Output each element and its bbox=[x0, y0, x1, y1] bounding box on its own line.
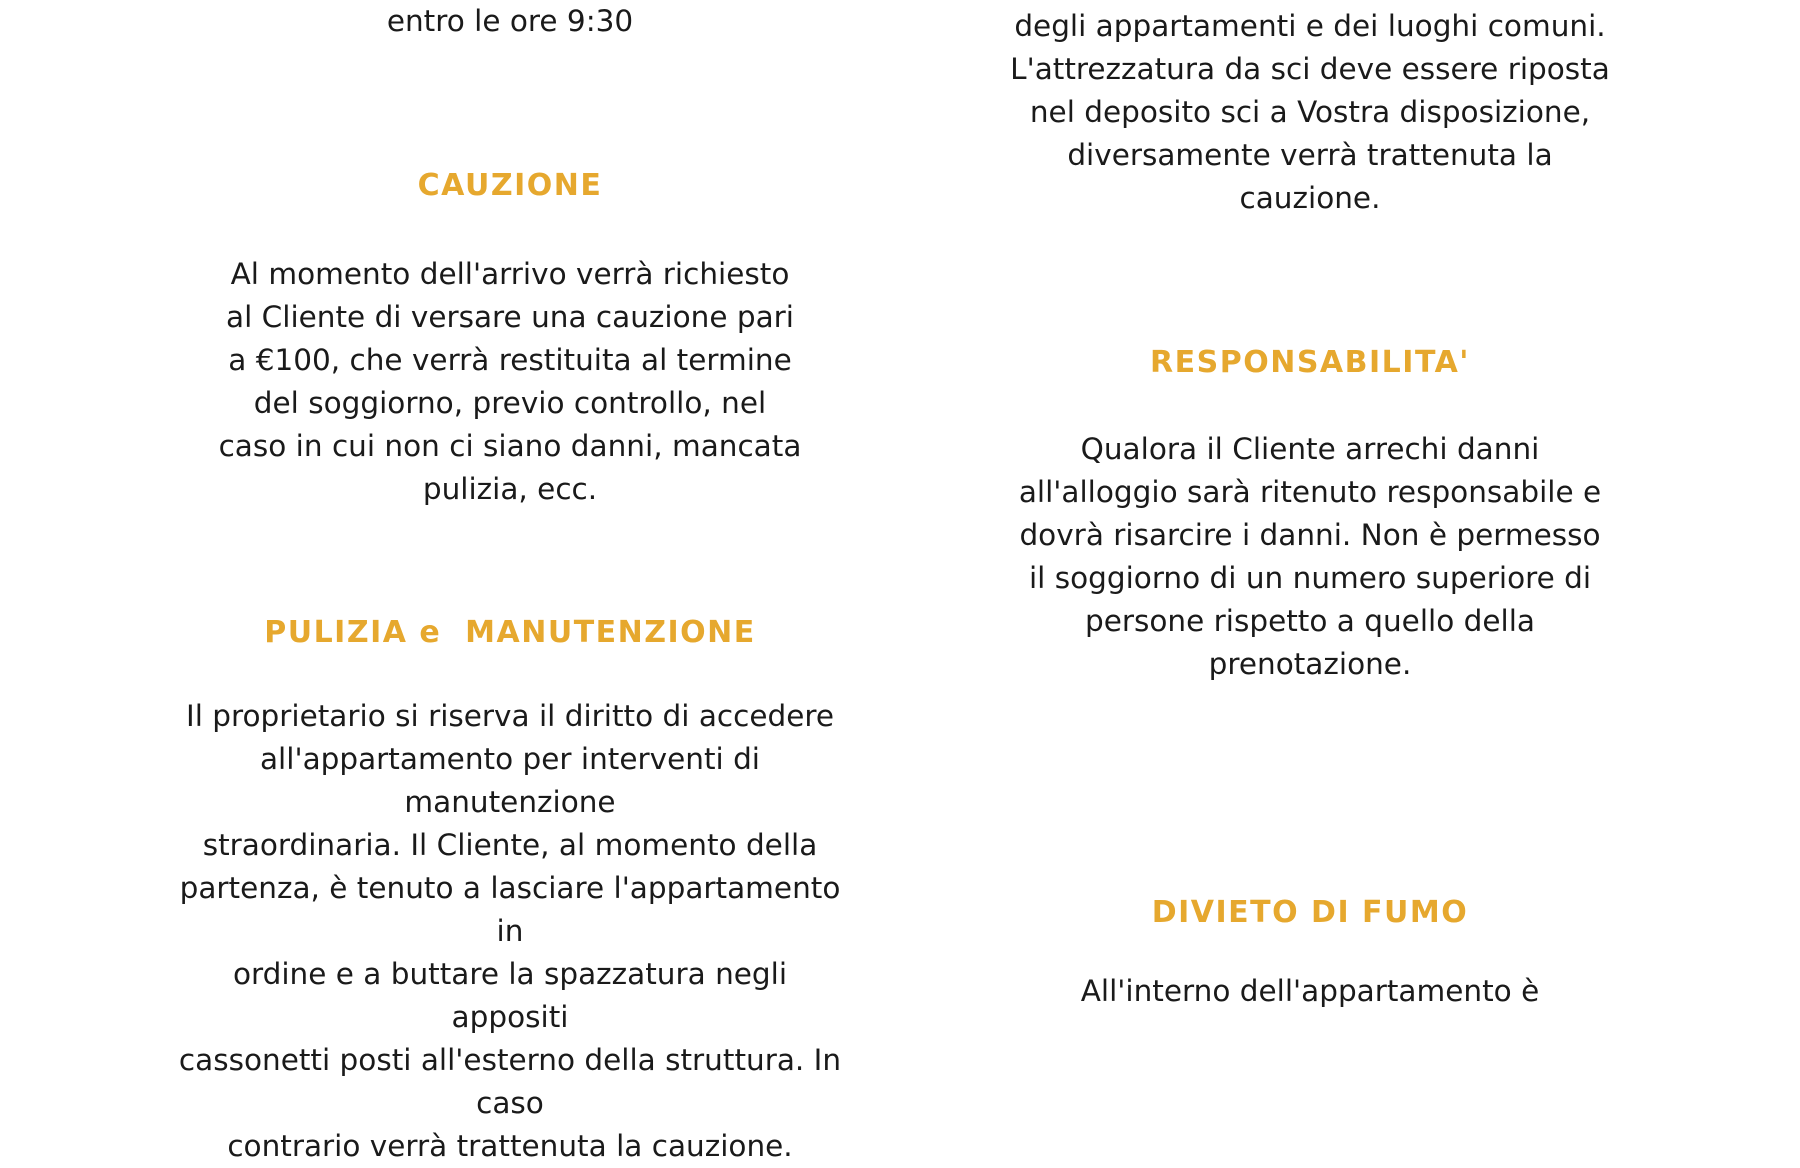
section-pulizia bbox=[170, 615, 850, 1168]
responsabilita-body: Qualora il Cliente arrechi danni all'alloggio sarà ritenuto responsabile e dovrà risarcire i danni. Non è permesso il soggiorno di un numero superiore di persone rispetto a quello della prenotazione. bbox=[1018, 432, 1602, 681]
right-top-fragment: degli appartamenti e dei luoghi comuni. L'attrezzatura da sci deve essere riposta nel deposito sci a Vostra disposizione, diversamente verrà trattenuta la cauzione. bbox=[1010, 9, 1610, 215]
section-divieto-fumo bbox=[980, 895, 1640, 1013]
cauzione-body: Al momento dell'arrivo verrà richiesto al Cliente di versare una cauzione pari a €100, che verrà restituita al termine del soggiorno, previo controllo, nel caso in cui non ci siano danni, mancata pulizia, ecc. bbox=[218, 257, 802, 506]
pulizia-heading: PULIZIA e MANUTENZIONE bbox=[264, 615, 756, 650]
cauzione-heading: CAUZIONE bbox=[417, 168, 603, 203]
section-cauzione bbox=[170, 168, 850, 511]
responsabilita-heading: RESPONSABILITA' bbox=[1150, 345, 1470, 380]
left-top-fragment: entro le ore 9:30 bbox=[386, 4, 634, 38]
divieto-fumo-heading: DIVIETO DI FUMO bbox=[1151, 895, 1469, 930]
pulizia-body: Il proprietario si riserva il diritto di accedere all'appartamento per interventi di manutenzione straordinaria. Il Cliente, al momento della partenza, è tenuto a lasciare l'appartamento in ordine e a buttare la spazzatura negli appositi cassonetti posti all'esterno della struttura. In caso contrario verrà trattenuta la cauzione. bbox=[178, 699, 842, 1163]
divieto-fumo-body: All'interno dell'appartamento è bbox=[1080, 974, 1540, 1008]
section-responsabilita bbox=[980, 345, 1640, 686]
